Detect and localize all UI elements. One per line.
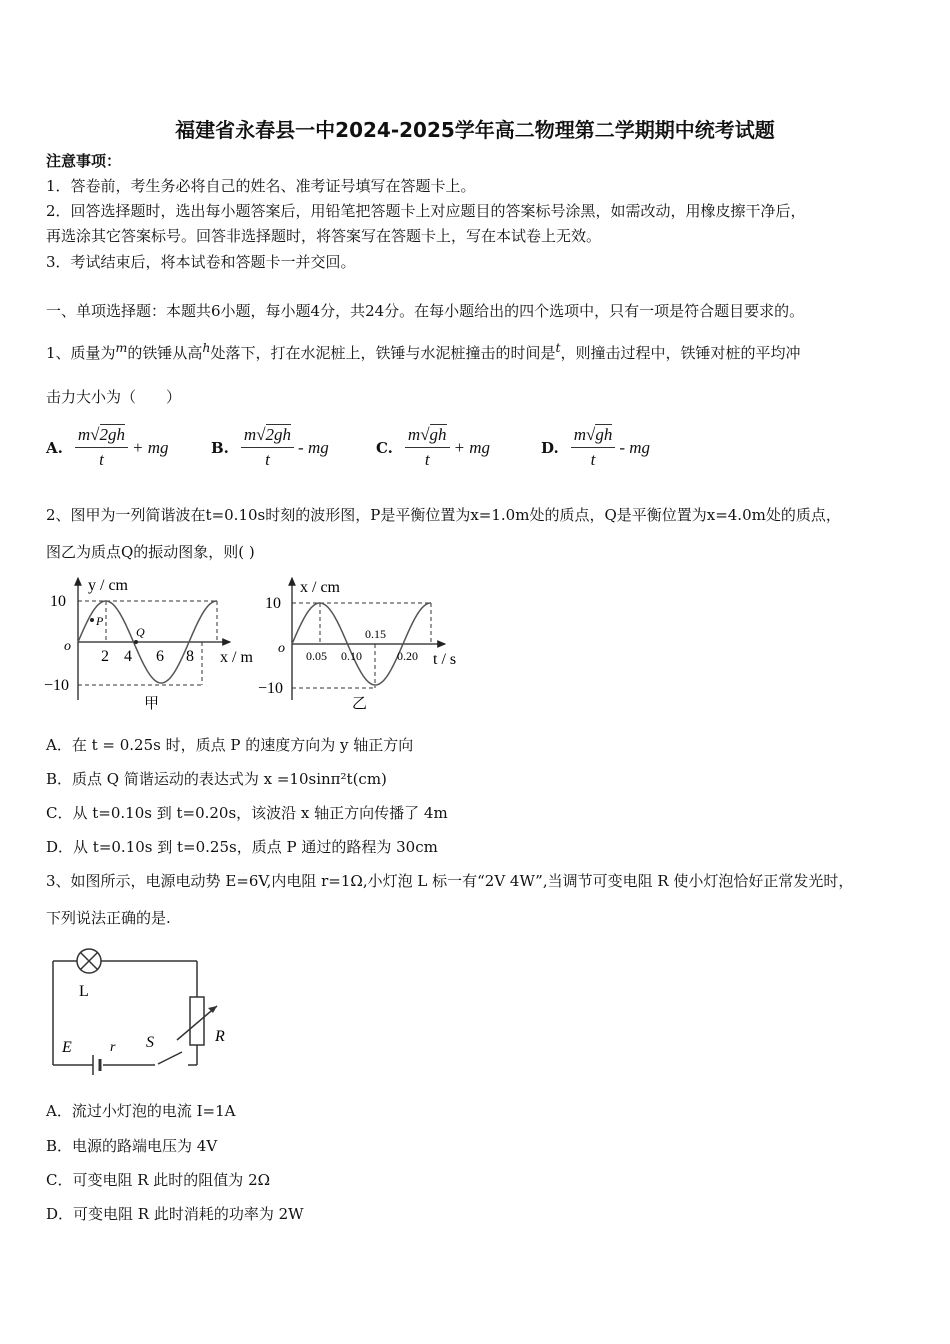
denominator: t [590,450,596,469]
option-tail: + mg [453,437,491,457]
q1-option-d [541,425,650,470]
point-q [134,640,138,644]
label-e: E [62,1039,72,1056]
section-heading: 一、单项选择题：本题共6小题，每小题4分，共24分。在每小题给出的四个选项中，只有一项是符合题目要求的。 [46,302,805,320]
q2-text: 2、图甲为一列简谐波在t=0.10s时刻的波形图，P是平衡位置为x=1.0m处的质点，Q是平衡位置为x=4.0m处的质点， [46,506,841,524]
q2-text-line2: 图乙为质点Q的振动图象，则( ) [46,543,255,561]
variable-resistor-icon [190,997,204,1045]
q1-option-b [211,425,329,470]
y-tick: −10 [258,680,284,697]
caption: 乙 [352,696,368,712]
x-tick: 0.10 [341,649,362,663]
label-q: Q [136,625,145,639]
denominator: t [99,450,104,469]
x-tick: 8 [186,648,194,665]
q3-option-d: D．可变电阻 R 此时消耗的功率为 2W [46,1205,304,1223]
x-tick: 0.05 [306,649,327,663]
x-axis-label: t / s [433,651,457,668]
point-p [90,618,94,622]
caption: 甲 [144,696,160,712]
vibration-graph-yi [255,570,470,715]
circuit-diagram [40,940,240,1075]
x-tick: 2 [101,648,109,665]
q2-option-c: C．从 t=0.10s 到 t=0.20s，该波沿 x 轴正方向传播了 4m [46,804,448,822]
label-r-internal: r [110,1040,116,1055]
note-item: 1．答卷前，考生务必将自己的姓名、准考证号填写在答题卡上。 [46,177,476,195]
wave-graph-jia [40,570,260,715]
q1-text-line2: 击力大小为（ ） [46,388,182,406]
x-axis-label: x / m [220,649,253,666]
x-tick: 0.15 [365,627,386,641]
fraction: $\frac{m√2gh}{t}$ [241,425,294,470]
q1-text-part: 1、质量为 [46,344,116,362]
x-tick: 6 [156,648,164,665]
radicand: gh [595,425,613,444]
option-label: C. [376,438,393,457]
label-l: L [79,983,89,1000]
q2-option-b: B．质点 Q 简谐运动的表达式为 x =10sinπ²t(cm) [46,770,387,788]
y-axis-label: x / cm [300,579,340,596]
var-h: h [202,340,211,355]
note-item: 2．回答选择题时，选出每小题答案后，用铅笔把答题卡上对应题目的答案标号涂黑，如需改动，用橡皮擦干净后， [46,202,806,220]
option-tail: + mg [132,437,169,457]
q1-text-part: 的铁锤从高 [127,344,203,362]
origin-label: o [64,639,71,654]
radicand: gh [429,425,447,444]
y-tick: 10 [50,593,66,610]
y-tick: −10 [44,677,70,694]
q1-option-a [46,425,169,470]
var-t: t [555,340,561,355]
page-title: 福建省永春县一中2024-2025学年高二物理第二学期期中统考试题 [175,118,775,142]
label-p: P [96,614,104,628]
q3-text: 3、如图所示，电源电动势 E=6V,内电阻 r=1Ω,小灯泡 L 标一有“2V 4W”,当调节可变电阻 R 使小灯泡恰好正常发光时， [46,872,854,890]
numerator-m: m [77,425,91,444]
denominator: t [265,450,270,469]
q1-text-part: 处落下，打在水泥桩上，铁锤与水泥桩撞击的时间是 [210,344,556,362]
fraction: $\frac{m√gh}{t}$ [571,425,616,470]
y-tick: 10 [265,595,281,612]
notes-heading: 注意事项： [46,152,122,170]
fraction: $\frac{m√gh}{t}$ [405,425,450,470]
q2-option-d: D．从 t=0.10s 到 t=0.25s，质点 P 通过的路程为 30cm [46,838,438,856]
numerator-m: m [407,425,421,444]
origin-label: o [278,641,285,656]
option-label: A. [46,438,63,457]
option-label: B. [211,438,229,457]
q3-option-b: B．电源的路端电压为 4V [46,1137,218,1155]
note-item: 再选涂其它答案标号。回答非选择题时，将答案写在答题卡上，写在本试卷上无效。 [46,227,602,245]
option-label: D. [541,438,559,457]
note-item: 3．考试结束后，将本试卷和答题卡一并交回。 [46,253,356,271]
fraction: $\frac{m√2gh}{t}$ [75,425,128,470]
denominator: t [424,450,430,469]
numerator-m: m [243,425,257,444]
y-axis-label: y / cm [88,577,128,594]
var-m: m [115,340,128,355]
q2-option-a: A．在 t = 0.25s 时，质点 P 的速度方向为 y 轴正方向 [46,736,414,754]
option-tail: - mg [298,437,329,457]
label-s: S [146,1034,154,1051]
q3-text-line2: 下列说法正确的是. [46,909,171,927]
radicand: 2gh [265,425,292,444]
option-tail: - mg [619,437,651,457]
x-tick: 4 [124,648,132,665]
q1-text-part: ，则撞击过程中，铁锤对桩的平均冲 [560,344,801,362]
numerator-m: m [573,425,586,444]
radicand: 2gh [99,425,125,444]
q3-option-c: C．可变电阻 R 此时的阻值为 2Ω [46,1171,271,1189]
q1-option-c [376,425,490,470]
x-tick: 0.20 [397,649,418,663]
q3-option-a: A．流过小灯泡的电流 I=1A [46,1102,236,1120]
label-r-resistor: R [215,1028,225,1045]
q1-text [46,338,801,363]
